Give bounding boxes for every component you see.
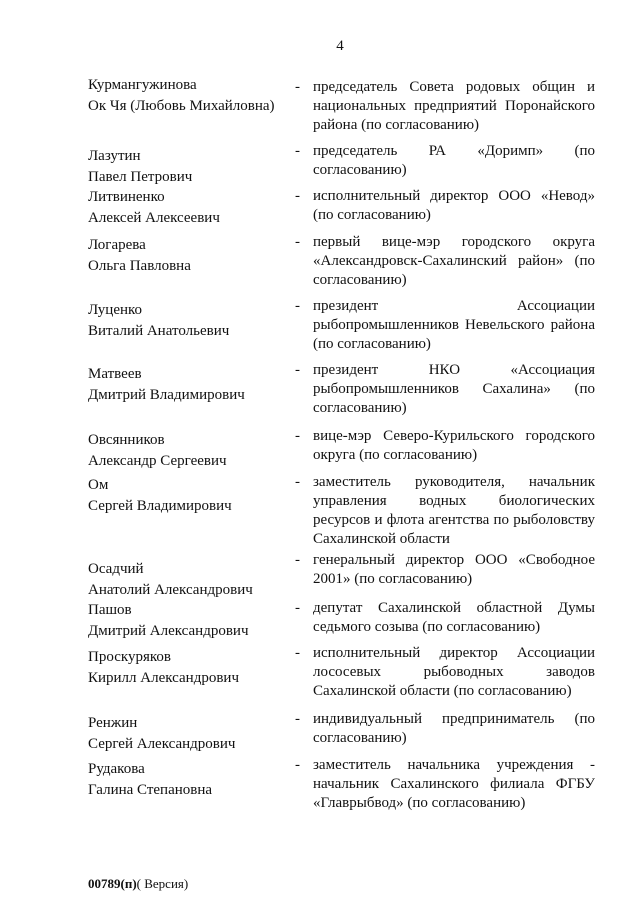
surname: Лазутин bbox=[88, 148, 141, 164]
position-description: исполнительный директор ООО «Невод» (по согласованию) bbox=[313, 188, 595, 223]
given-names: Ок Чя (Любовь Михайловна) bbox=[88, 98, 275, 114]
surname: Луценко bbox=[88, 302, 143, 318]
given-names: Сергей Александрович bbox=[88, 736, 236, 752]
dash: - bbox=[295, 428, 300, 444]
position-description: депутат Сахалинской областной Думы седьмого созыва (по согласованию) bbox=[313, 600, 595, 635]
document-code: 00789(п) bbox=[88, 876, 137, 891]
surname: Проскуряков bbox=[88, 649, 171, 665]
surname: Осадчий bbox=[88, 561, 144, 577]
dash: - bbox=[295, 645, 300, 661]
surname: Пашов bbox=[88, 602, 132, 618]
person-name bbox=[88, 647, 293, 689]
person-name bbox=[88, 713, 293, 755]
given-names: Галина Степановна bbox=[88, 782, 213, 798]
given-names: Александр Сергеевич bbox=[88, 453, 227, 469]
surname: Литвиненко bbox=[88, 189, 165, 205]
given-names: Кирилл Александрович bbox=[88, 670, 239, 686]
surname: Курмангужинова bbox=[88, 77, 197, 93]
position-description: исполнительный директор Ассоциации лососевых рыбоводных заводов Сахалинской области (по согласованию) bbox=[313, 645, 595, 699]
dash: - bbox=[295, 234, 300, 250]
person-name bbox=[88, 475, 293, 517]
document-footer bbox=[88, 876, 188, 892]
dash: - bbox=[295, 143, 300, 159]
person-name bbox=[88, 187, 293, 229]
given-names: Виталий Анатольевич bbox=[88, 323, 230, 339]
dash: - bbox=[295, 600, 300, 616]
person-name bbox=[88, 235, 293, 277]
person-name bbox=[88, 146, 293, 188]
surname: Матвеев bbox=[88, 366, 142, 382]
surname: Ом bbox=[88, 477, 109, 493]
person-name bbox=[88, 759, 293, 801]
surname: Овсянников bbox=[88, 432, 165, 448]
dash: - bbox=[295, 474, 300, 490]
document-version: ( Версия) bbox=[136, 876, 189, 891]
position-description: первый вице-мэр городского округа «Александровск-Сахалинский район» (по согласованию) bbox=[313, 234, 595, 288]
surname: Ренжин bbox=[88, 715, 138, 731]
given-names: Дмитрий Александрович bbox=[88, 623, 249, 639]
dash: - bbox=[295, 298, 300, 314]
position-description: генеральный директор ООО «Свободное 2001» (по согласованию) bbox=[313, 552, 595, 587]
person-name bbox=[88, 300, 293, 342]
given-names: Сергей Владимирович bbox=[88, 498, 232, 514]
dash: - bbox=[295, 362, 300, 378]
position-description: председатель Совета родовых общин и национальных предприятий Поронайского района (по согласованию) bbox=[313, 79, 595, 133]
person-name bbox=[88, 75, 293, 117]
dash: - bbox=[295, 711, 300, 727]
given-names: Алексей Алексеевич bbox=[88, 210, 220, 226]
page-number: 4 bbox=[336, 38, 344, 54]
person-name bbox=[88, 559, 293, 601]
dash: - bbox=[295, 552, 300, 568]
position-description: заместитель руководителя, начальник управления водных биологических ресурсов и флота агентства по рыболовству Сахалинской области bbox=[313, 474, 595, 547]
given-names: Павел Петрович bbox=[88, 169, 193, 185]
given-names: Дмитрий Владимирович bbox=[88, 387, 245, 403]
position-description: президент НКО «Ассоциация рыбопромышленников Сахалина» (по согласованию) bbox=[313, 362, 595, 416]
position-description: президент Ассоциации рыбопромышленников Невельского района (по согласованию) bbox=[313, 298, 595, 352]
surname: Рудакова bbox=[88, 761, 145, 777]
position-description: председатель РА «Доримп» (по согласованию) bbox=[313, 143, 595, 178]
position-description: заместитель начальника учреждения - начальник Сахалинского филиала ФГБУ «Главрыбвод» (по согласованию) bbox=[313, 757, 595, 811]
dash: - bbox=[295, 757, 300, 773]
surname: Логарева bbox=[88, 237, 146, 253]
given-names: Ольга Павловна bbox=[88, 258, 191, 274]
person-name bbox=[88, 430, 293, 472]
given-names: Анатолий Александрович bbox=[88, 582, 253, 598]
person-name bbox=[88, 600, 293, 642]
person-name bbox=[88, 364, 293, 406]
dash: - bbox=[295, 188, 300, 204]
dash: - bbox=[295, 79, 300, 95]
position-description: индивидуальный предприниматель (по согласованию) bbox=[313, 711, 595, 746]
position-description: вице-мэр Северо-Курильского городского округа (по согласованию) bbox=[313, 428, 595, 463]
